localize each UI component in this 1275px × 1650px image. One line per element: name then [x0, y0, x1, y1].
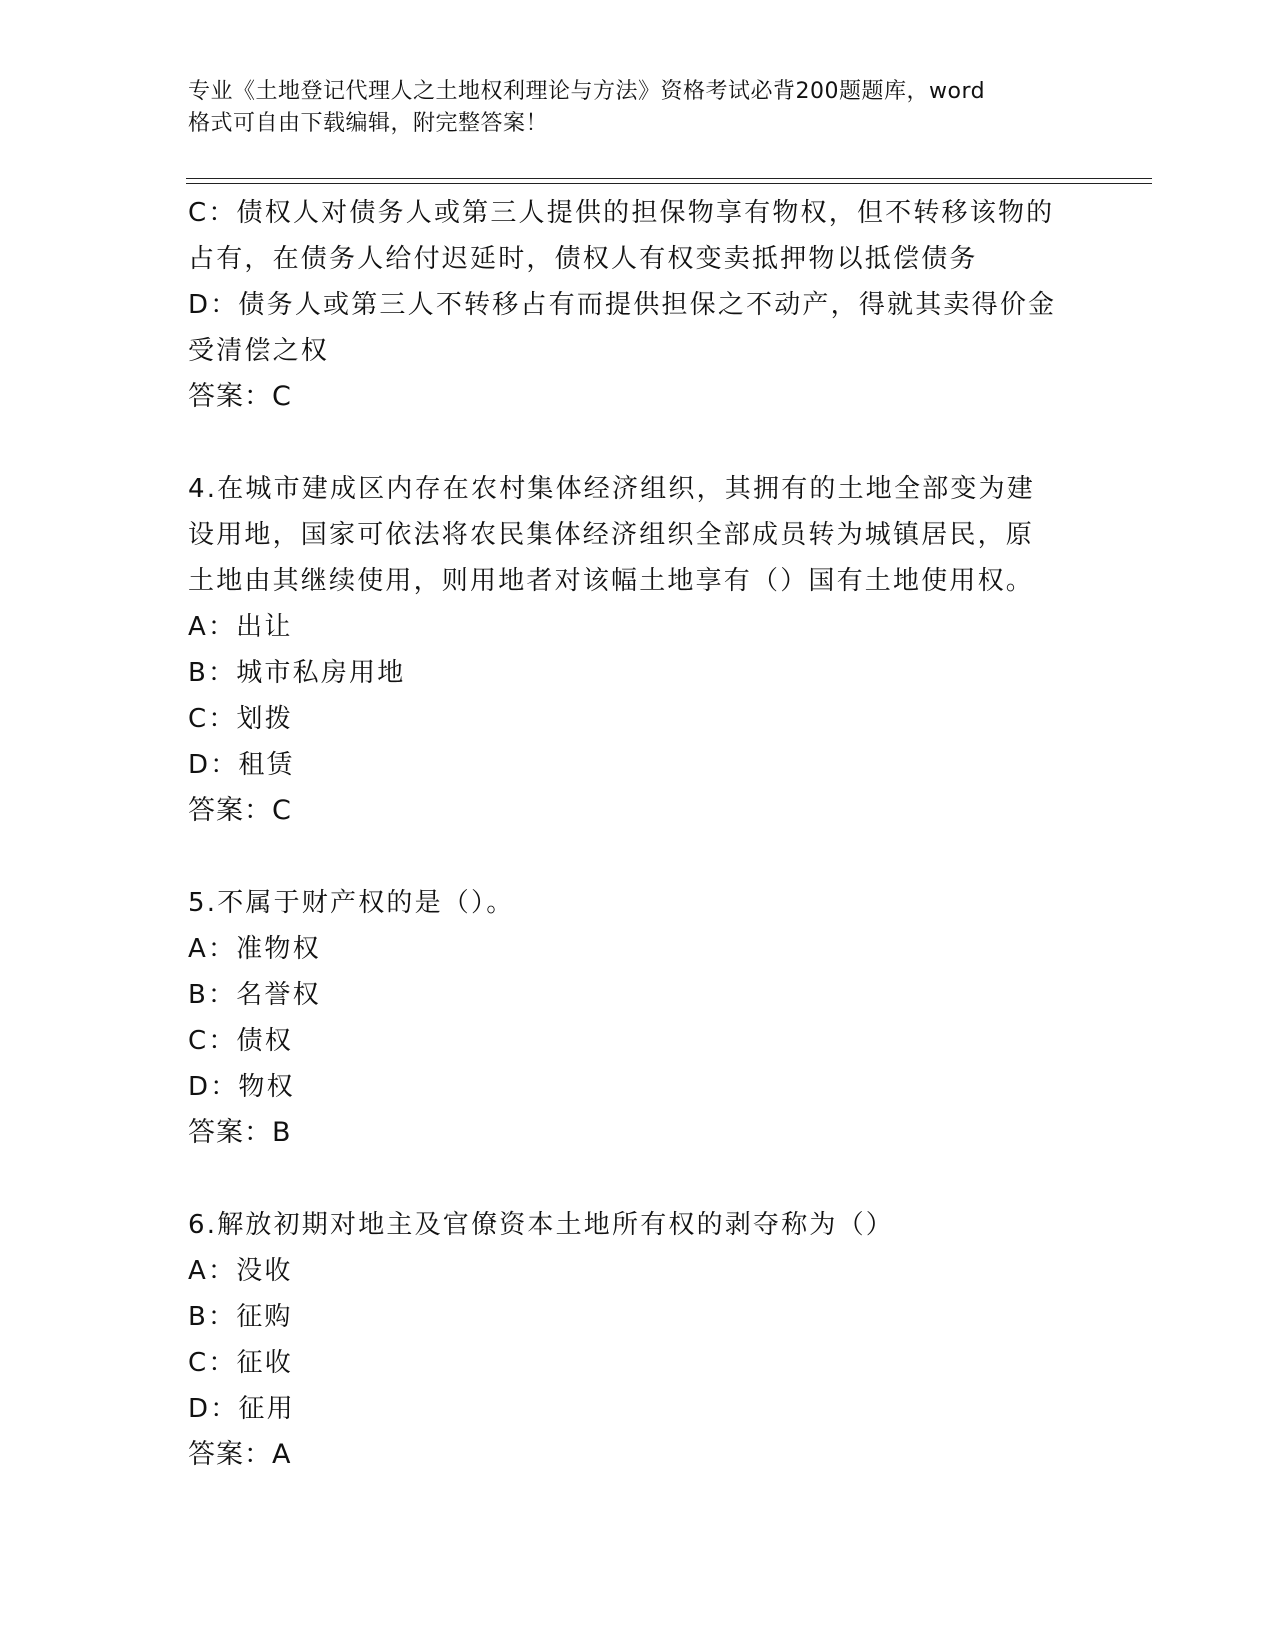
question-4 — [188, 466, 1088, 834]
answer-q5: 答案：B — [188, 1117, 292, 1148]
question-5-stem: 5.不属于财产权的是（）。 — [188, 888, 515, 918]
header-divider-top — [186, 178, 1152, 179]
question-6-option-a: A：没收 — [188, 1256, 293, 1286]
question-4-stem-line-1: 4.在城市建成区内存在农村集体经济组织，其拥有的土地全部变为建 — [188, 474, 1036, 504]
answer-q3: 答案：C — [188, 381, 292, 412]
question-5-option-a: A：准物权 — [188, 934, 321, 964]
option-d-line-1: D：债务人或第三人不转移占有而提供担保之不动产，得就其卖得价金 — [188, 290, 1057, 320]
question-5-option-c: C：债权 — [188, 1026, 293, 1056]
question-6 — [188, 1202, 1088, 1478]
question-content — [188, 190, 1088, 1478]
option-d-line-2: 受清偿之权 — [188, 336, 330, 366]
header-line-1: 专业《土地登记代理人之土地权利理论与方法》资格考试必背200题题库，word — [188, 79, 986, 104]
question-3-partial — [188, 190, 1088, 420]
header-divider-bottom — [186, 183, 1152, 184]
answer-q4: 答案：C — [188, 795, 292, 826]
question-6-option-c: C：征收 — [188, 1348, 293, 1378]
question-4-stem-line-3: 土地由其继续使用，则用地者对该幅土地享有（）国有土地使用权。 — [188, 566, 1035, 596]
spacer — [188, 1156, 1088, 1202]
option-c-line-1: C：债权人对债务人或第三人提供的担保物享有物权，但不转移该物的 — [188, 198, 1055, 228]
question-6-option-b: B：征购 — [188, 1302, 293, 1332]
question-4-option-a: A：出让 — [188, 612, 293, 642]
spacer — [188, 834, 1088, 880]
document-header — [188, 76, 1068, 140]
question-6-stem: 6.解放初期对地主及官僚资本土地所有权的剥夺称为（） — [188, 1210, 895, 1240]
question-4-option-c: C：划拨 — [188, 704, 293, 734]
question-5 — [188, 880, 1088, 1156]
spacer — [188, 420, 1088, 466]
answer-q6: 答案：A — [188, 1439, 292, 1470]
question-4-option-b: B：城市私房用地 — [188, 658, 406, 688]
question-4-option-d: D：租赁 — [188, 750, 295, 780]
question-4-stem-line-2: 设用地，国家可依法将农民集体经济组织全部成员转为城镇居民，原 — [188, 520, 1035, 550]
header-line-2: 格式可自由下载编辑，附完整答案！ — [188, 111, 549, 136]
question-5-option-d: D：物权 — [188, 1072, 295, 1102]
option-c-line-2: 占有，在债务人给付迟延时，债权人有权变卖抵押物以抵偿债务 — [188, 244, 978, 274]
question-6-option-d: D：征用 — [188, 1394, 295, 1424]
question-5-option-b: B：名誉权 — [188, 980, 321, 1010]
